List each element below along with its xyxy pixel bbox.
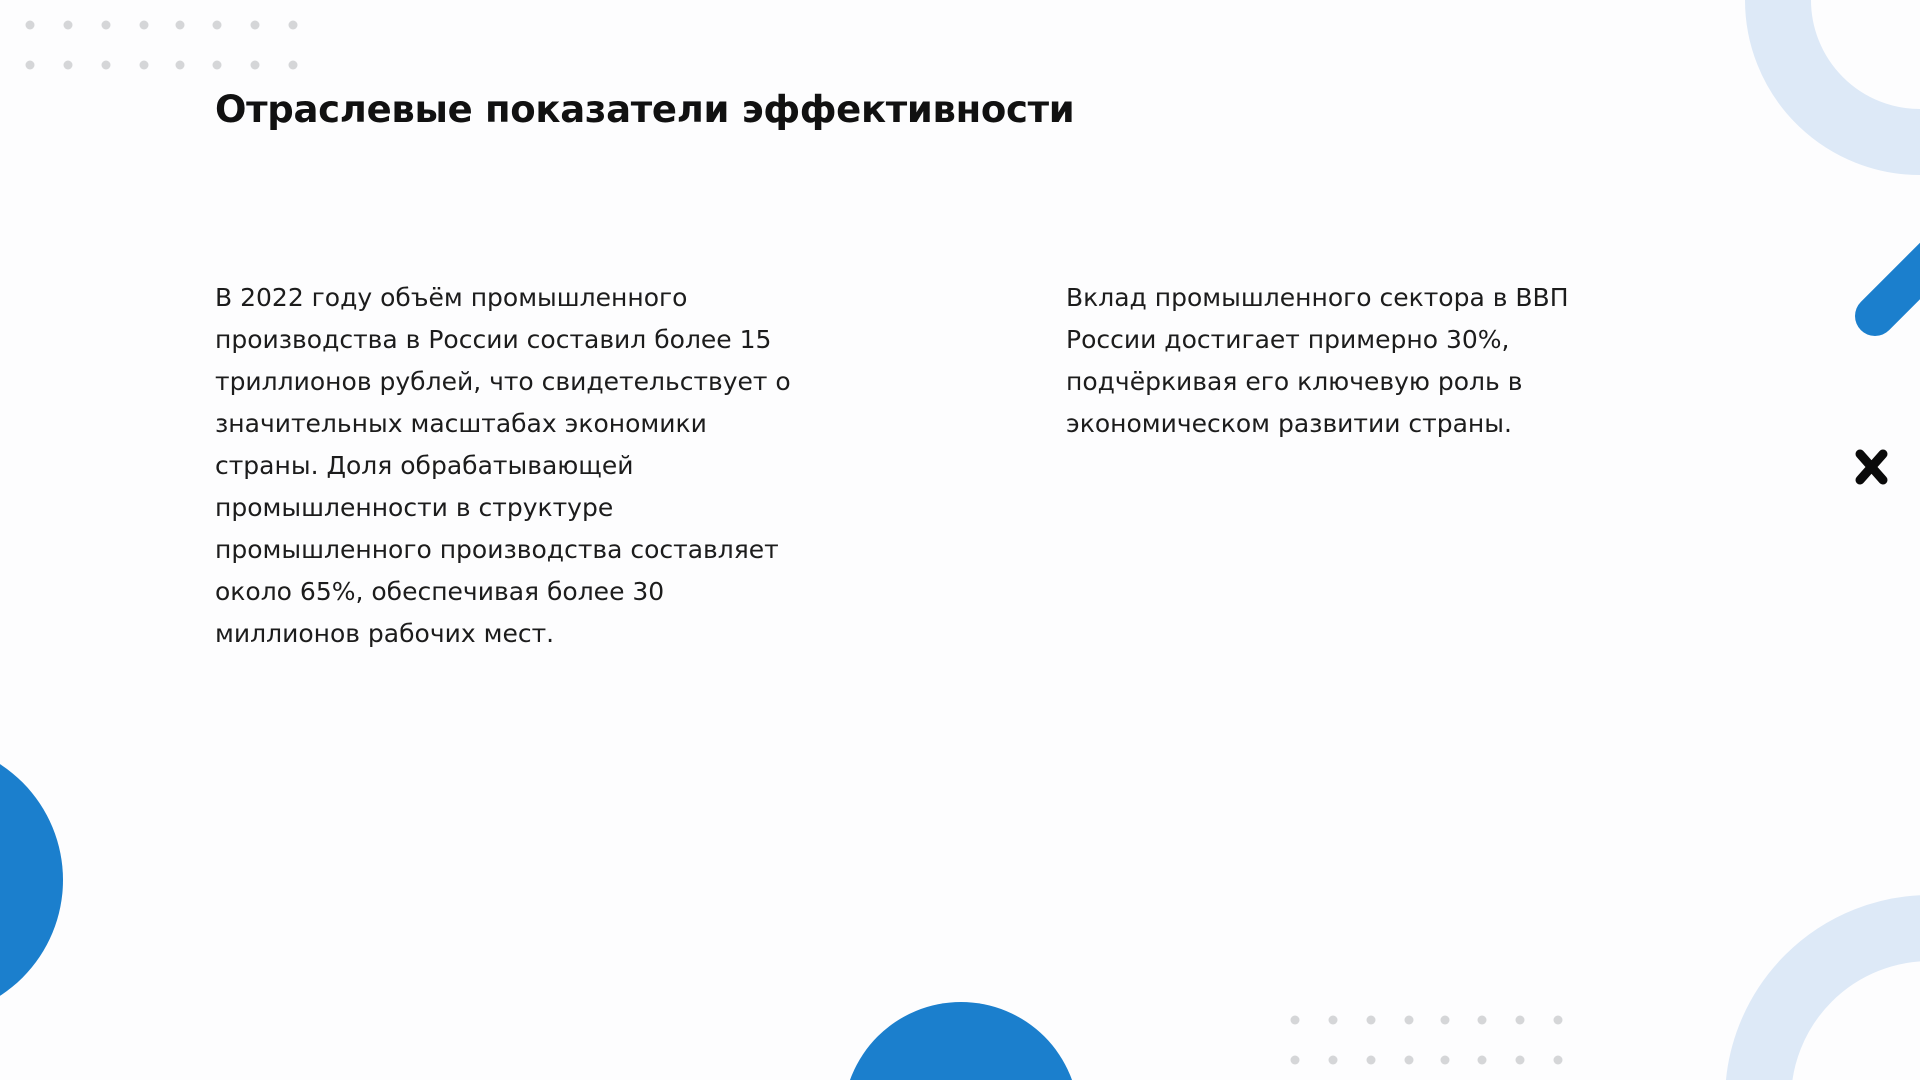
left-paragraph: В 2022 году объём промышленного производства в России составил более 15 триллионов рублей, что свидетельствует о значительных масштабах экономики страны. Доля обрабатывающей промышленности в структуре промышленного производства составляет около 65%, обеспечивая более 30 миллионов рабочих мест. — [215, 283, 791, 648]
diagonal-bar — [1875, 246, 1920, 316]
slide-title: Отраслевые показатели эффективности — [215, 88, 1075, 131]
right-paragraph: Вклад промышленного сектора в ВВП России достигает примерно 30%, подчёркивая его ключевую роль в экономическом развитии страны. — [1066, 283, 1569, 438]
semicircle-bottom-center — [843, 1002, 1079, 1080]
arc-top-right — [1778, 0, 1920, 142]
arc-bottom-right — [1758, 928, 1920, 1080]
dot-grid-bottom-right — [1291, 1016, 1563, 1065]
circle-bottom-left — [0, 742, 63, 1018]
close-icon — [1860, 454, 1883, 480]
dot-grid-top-left — [26, 21, 298, 70]
